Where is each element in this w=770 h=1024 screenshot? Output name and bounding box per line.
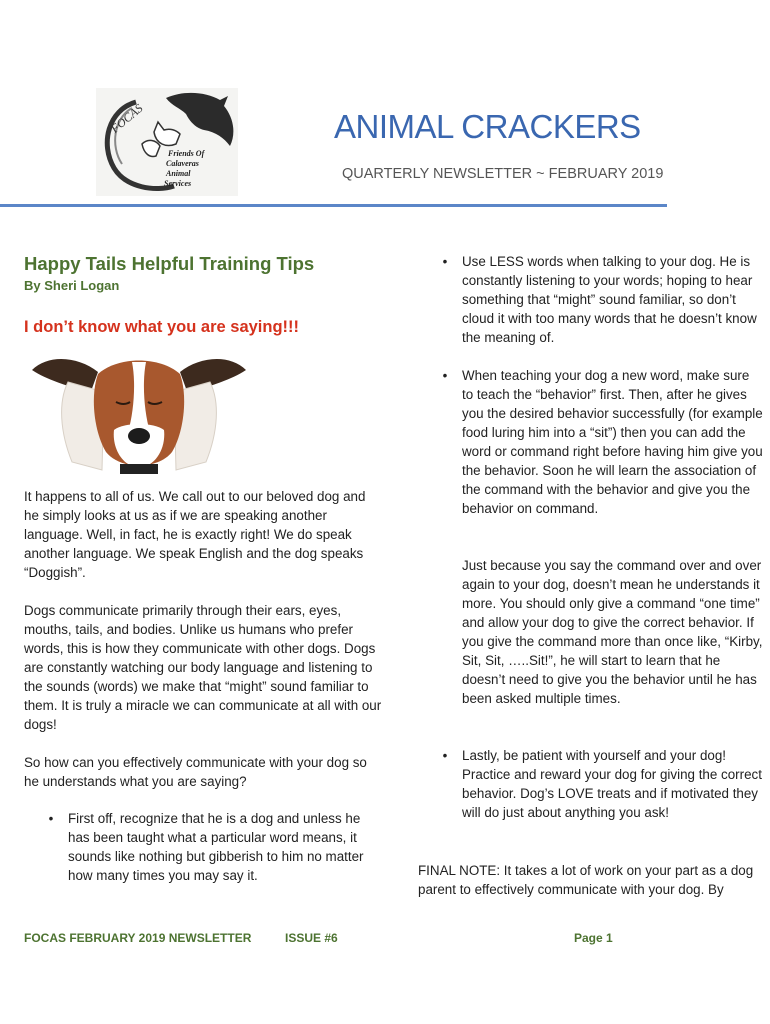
bullet-icon: • [48,811,54,826]
list-item-continuation: Just because you say the command over and over again to your dog, doesn’t mean he understands it more. You should only give a command “one time” and allow your dog to give the correct behavior. If you give the command more than once like, “Kirby, Sit, Sit, …..Sit!”, he will start to learn that he doesn’t need to give you the behavior until he has been asked multiple times. [462,558,763,706]
logo-line-3: Animal [166,169,191,178]
article-paragraph-1: It happens to all of us. We call out to our beloved dog and he simply looks at us as if we are speaking another language. Well, in fact, he is exactly right! We do speak another language. We speak English and the dog speaks “Doggish”. [24,489,366,580]
bullet-icon: • [442,748,448,763]
newsletter-subtitle: QUARTERLY NEWSLETTER ~ FEBRUARY 2019 [342,166,664,182]
bullet-icon: • [442,368,448,383]
article-paragraph-3: So how can you effectively communicate with your dog so he understands what you are saying? [24,755,367,789]
logo-line-1: Friends Of [168,149,205,158]
section-heading: Happy Tails Helpful Training Tips [24,253,315,274]
logo-line-4: Services [164,179,192,188]
header-divider [0,204,667,207]
list-item-text: First off, recognize that he is a dog and unless he has been taught what a particular word means, it sounds like nothing but gibberish to him no matter how many times you may say it. [68,811,364,883]
article-subheading: I don’t know what you are saying!!! [24,318,300,336]
footer-newsletter-name: FOCAS FEBRUARY 2019 NEWSLETTER [24,931,252,945]
final-note: FINAL NOTE: It takes a lot of work on your part as a dog parent to effectively communicate with your dog. By [418,863,754,897]
list-item-text: Lastly, be patient with yourself and your dog! Practice and reward your dog for giving the correct behavior. Dog’s LOVE treats and if motivated they will do just about anything you ask! [462,748,762,820]
author-byline: By Sheri Logan [24,278,120,293]
footer-issue-number: ISSUE #6 [285,931,338,945]
newsletter-title: ANIMAL CRACKERS [334,108,641,145]
list-item-text: Use LESS words when talking to your dog. He is constantly listening to your words; hoping to hear something that “might” sound familiar, so don’t cloud it with too many words that he doesn’t know the meaning of. [462,254,757,345]
logo-line-2: Calaveras [166,159,199,168]
footer-page-number: Page 1 [574,931,613,945]
logo-wordmark: FOCAS [107,101,146,136]
bullet-icon: • [442,254,448,269]
dog-covering-ears-photo [28,352,250,476]
list-item-text: When teaching your dog a new word, make sure to teach the “behavior” first. Then, after he gives you the desired behavior successfully (for example food luring him into a “sit”) then you can add the word or command right before having him give you the behavior. Soon he will learn the association of the command with the behavior and give you the behavior on command. [462,368,763,516]
article-paragraph-2: Dogs communicate primarily through their ears, eyes, mouths, tails, and bodies. Unlike us humans who prefer words, this is how they communicate with other dogs. Dogs are constantly watching our body language and listening to the sounds (words) we make that “might” sound familiar to them. It is truly a miracle we can communicate at all with our dogs! [24,603,382,732]
focas-logo [96,88,238,196]
